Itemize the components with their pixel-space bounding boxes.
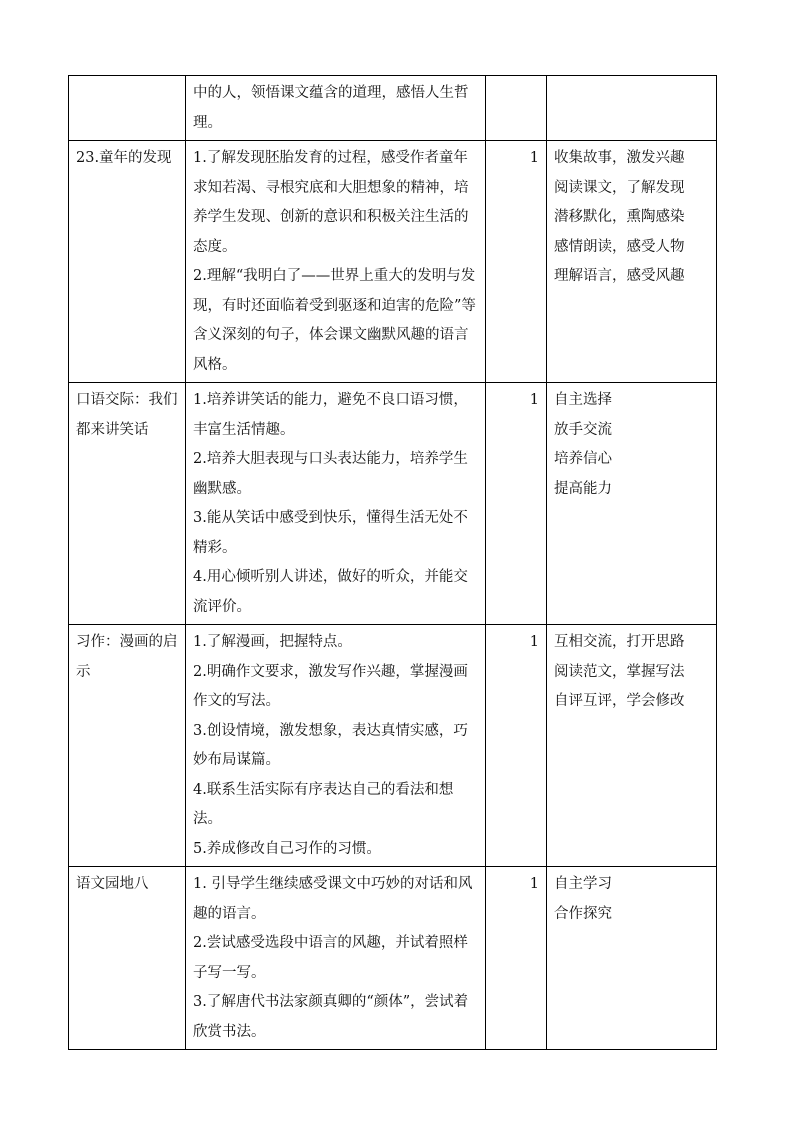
method-text: 收集故事，激发兴趣 bbox=[554, 150, 685, 166]
table-row bbox=[69, 625, 717, 867]
methods-cell bbox=[547, 383, 717, 625]
methods-cell bbox=[547, 76, 717, 141]
lesson-cell: 口语交际：我们都来讲笑话 bbox=[69, 383, 186, 625]
lesson-cell: 习作：漫画的启示 bbox=[69, 625, 186, 867]
hours-cell: 1 bbox=[486, 625, 547, 867]
goal-text: 1.了解发现胚胎发育的过程，感受作者童年求知若渴、寻根究底和大胆想象的精神，培养学生发现、创新的意识和积极关注生活的态度。 bbox=[193, 150, 469, 255]
hours-cell: 1 bbox=[486, 867, 547, 1050]
goal-text: 4.用心倾听别人讲述，做好的听众，并能交流评价。 bbox=[193, 569, 468, 615]
method-text: 提高能力 bbox=[554, 480, 612, 497]
lesson-cell: 语文园地八 bbox=[69, 867, 186, 1050]
method-text: 阅读课文，了解发现 bbox=[554, 179, 685, 196]
lesson-cell bbox=[69, 76, 186, 141]
goal-text: 3.能从笑话中感受到快乐，懂得生活无处不精彩。 bbox=[193, 510, 468, 556]
hours-cell bbox=[486, 76, 547, 141]
goal-text: 1. 引导学生继续感受课文中巧妙的对话和风趣的语言。 bbox=[193, 876, 473, 922]
goals-cell bbox=[186, 383, 486, 625]
goal-text: 3.创设情境，激发想象，表达真情实感，巧妙布局谋篇。 bbox=[193, 722, 468, 768]
table-row bbox=[69, 141, 717, 383]
goal-text: 2.尝试感受选段中语言的风趣，并试着照样子写一写。 bbox=[193, 935, 468, 981]
goal-text: 1.培养讲笑话的能力，避免不良口语习惯，丰富生活情趣。 bbox=[193, 392, 468, 438]
goal-text: 3.了解唐代书法家颜真卿的“颜体”，尝试着欣赏书法。 bbox=[193, 994, 469, 1040]
goals-cell bbox=[186, 867, 486, 1050]
goals-cell bbox=[186, 76, 486, 141]
goal-text: 2.理解“我明白了——世界上重大的发明与发现，有时还面临着受到驱逐和迫害的危险”等含义深刻的句子，体会课文幽默风趣的语言风格。 bbox=[193, 268, 476, 373]
method-text: 自评互评，学会修改 bbox=[554, 693, 685, 709]
method-text: 感情朗读，感受人物 bbox=[554, 238, 685, 255]
lesson-plan-table bbox=[68, 75, 717, 1050]
goal-text: 5.养成修改自己习作的习惯。 bbox=[193, 840, 381, 857]
goal-text: 中的人，领悟课文蕴含的道理，感悟人生哲理。 bbox=[193, 85, 469, 131]
goal-text: 1.了解漫画，把握特点。 bbox=[193, 634, 352, 650]
methods-cell bbox=[547, 867, 717, 1050]
goal-text: 4.联系生活实际有序表达自己的看法和想法。 bbox=[193, 781, 454, 827]
method-text: 互相交流，打开思路 bbox=[554, 634, 685, 650]
goals-cell bbox=[186, 141, 486, 383]
method-text: 合作探究 bbox=[554, 905, 612, 922]
method-text: 自主选择 bbox=[554, 392, 612, 408]
hours-cell: 1 bbox=[486, 141, 547, 383]
methods-cell bbox=[547, 625, 717, 867]
goals-cell bbox=[186, 625, 486, 867]
table-row bbox=[69, 383, 717, 625]
goal-text: 2.培养大胆表现与口头表达能力，培养学生幽默感。 bbox=[193, 451, 468, 497]
method-text: 自主学习 bbox=[554, 876, 612, 892]
goal-text: 2.明确作文要求，激发写作兴趣，掌握漫画作文的写法。 bbox=[193, 663, 468, 709]
method-text: 放手交流 bbox=[554, 421, 612, 438]
method-text: 理解语言，感受风趣 bbox=[554, 268, 685, 284]
table-row bbox=[69, 867, 717, 1050]
hours-cell: 1 bbox=[486, 383, 547, 625]
method-text: 阅读范文，掌握写法 bbox=[554, 663, 685, 680]
method-text: 潜移默化，熏陶感染 bbox=[554, 209, 685, 225]
method-text: 培养信心 bbox=[554, 451, 612, 467]
table-row bbox=[69, 76, 717, 141]
methods-cell bbox=[547, 141, 717, 383]
lesson-cell: 23.童年的发现 bbox=[69, 141, 186, 383]
